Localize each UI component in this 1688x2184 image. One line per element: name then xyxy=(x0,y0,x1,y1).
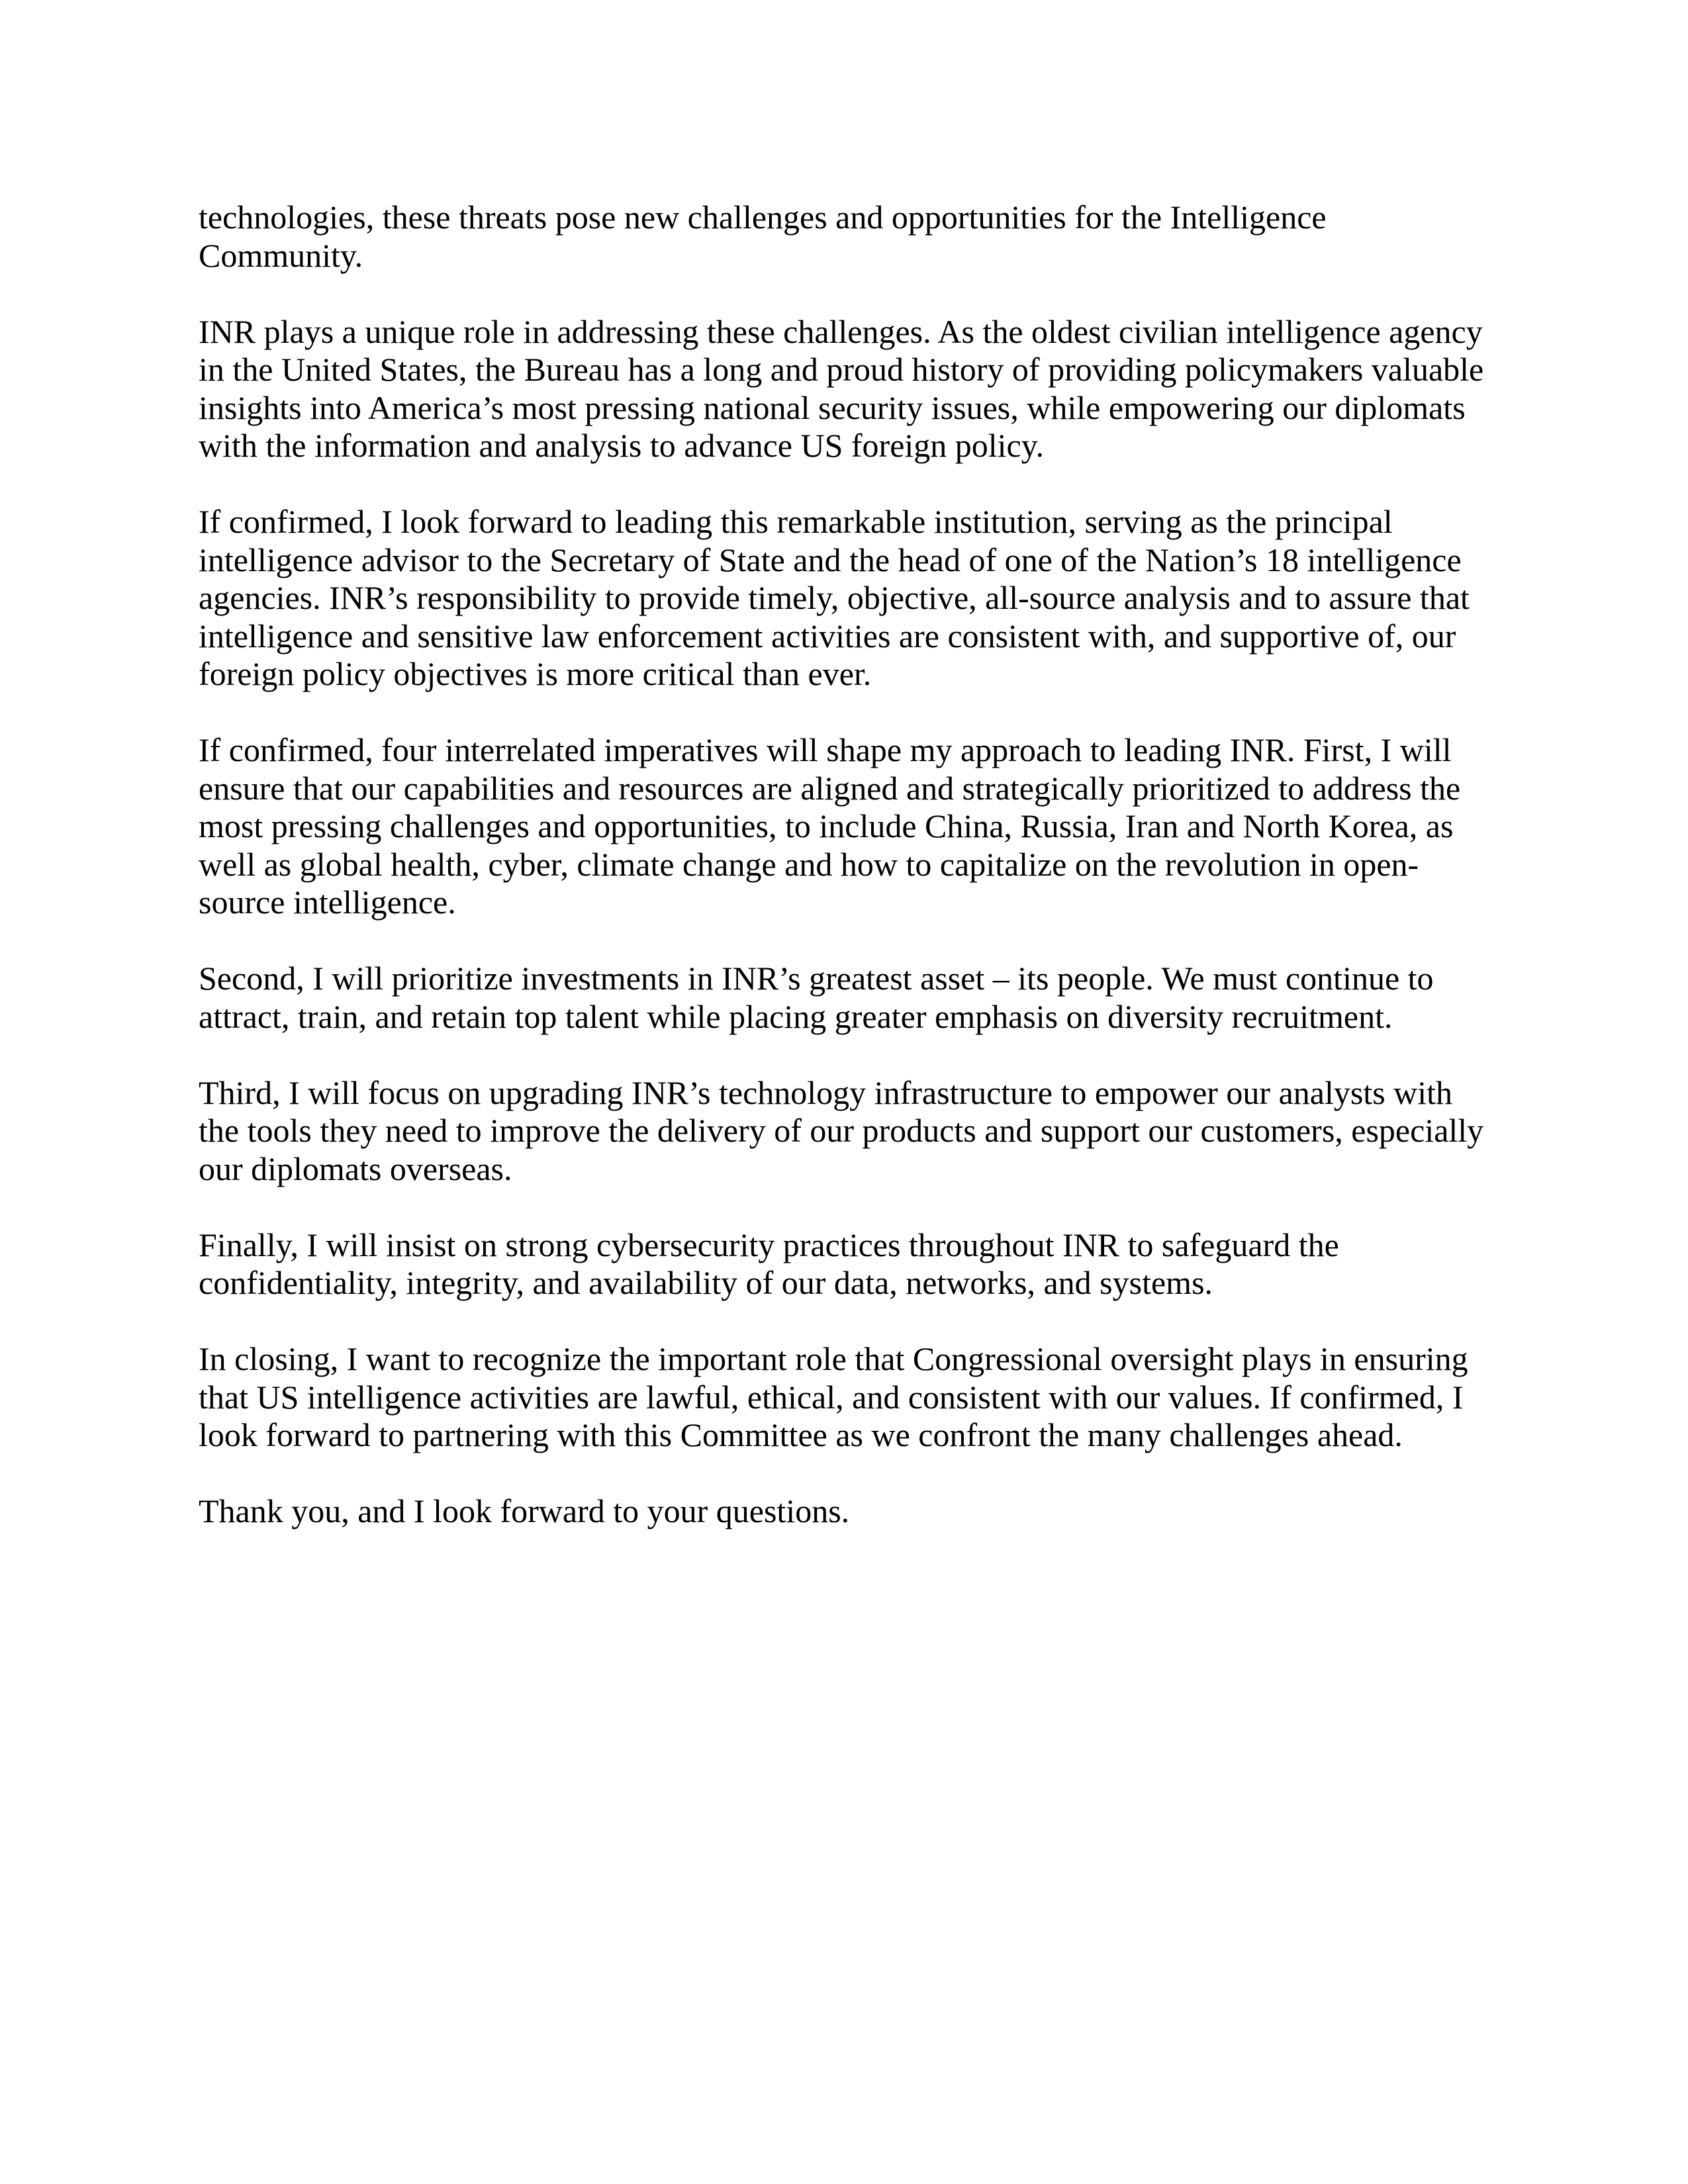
paragraph xyxy=(199,1492,1489,1531)
paragraph xyxy=(199,1226,1489,1302)
text-line: in the United States, the Bureau has a long and proud history of providing policymakers valuable xyxy=(199,351,1484,388)
text-line: most pressing challenges and opportunities, to include China, Russia, Iran and North Korea, as xyxy=(199,807,1454,844)
text-line: INR plays a unique role in addressing these challenges. As the oldest civilian intelligence agency xyxy=(199,312,1483,350)
paragraph xyxy=(199,731,1489,922)
text-line: that US intelligence activities are lawful, ethical, and consistent with our values. If confirmed, I xyxy=(199,1378,1464,1416)
text-line: the tools they need to improve the delivery of our products and support our customers, especially xyxy=(199,1112,1484,1149)
text-line: source intelligence. xyxy=(199,884,456,921)
text-line: Third, I will focus on upgrading INR’s technology infrastructure to empower our analysts with xyxy=(199,1073,1453,1111)
text-line: with the information and analysis to advance US foreign policy. xyxy=(199,427,1045,464)
text-line: If confirmed, I look forward to leading this remarkable institution, serving as the principal xyxy=(199,503,1393,540)
text-line: technologies, these threats pose new challenges and opportunities for the Intelligence xyxy=(199,199,1327,236)
text-line: ensure that our capabilities and resources are aligned and strategically prioritized to address the xyxy=(199,769,1461,807)
paragraph xyxy=(199,313,1489,465)
text-line: attract, train, and retain top talent while placing greater emphasis on diversity recruitment. xyxy=(199,997,1393,1035)
paragraph xyxy=(199,1340,1489,1455)
text-line: Community. xyxy=(199,236,363,274)
paragraph xyxy=(199,1074,1489,1189)
paragraph xyxy=(199,503,1489,694)
text-line: our diplomats overseas. xyxy=(199,1150,512,1187)
text-line: foreign policy objectives is more critical than ever. xyxy=(199,655,872,692)
text-line: confidentiality, integrity, and availability of our data, networks, and systems. xyxy=(199,1264,1213,1301)
text-line: In closing, I want to recognize the important role that Congressional oversight plays in ensuring xyxy=(199,1340,1468,1377)
text-line: intelligence advisor to the Secretary of State and the head of one of the Nation’s 18 intelligence xyxy=(199,541,1462,578)
text-line: intelligence and sensitive law enforcement activities are consistent with, and supportive of, our xyxy=(199,617,1456,655)
text-line: insights into America’s most pressing national security issues, while empowering our diplomats xyxy=(199,388,1466,426)
paragraph xyxy=(199,199,1489,275)
text-line: Finally, I will insist on strong cybersecurity practices throughout INR to safeguard the xyxy=(199,1226,1339,1263)
text-line: Second, I will prioritize investments in INR’s greatest asset – its people. We must continue to xyxy=(199,960,1434,997)
document-body xyxy=(199,199,1489,1531)
text-line: Thank you, and I look forward to your questions. xyxy=(199,1492,850,1529)
text-line: look forward to partnering with this Committee as we confront the many challenges ahead. xyxy=(199,1416,1403,1453)
paragraph xyxy=(199,960,1489,1036)
text-line: If confirmed, four interrelated imperatives will shape my approach to leading INR. First, I will xyxy=(199,731,1452,768)
text-line: agencies. INR’s responsibility to provide timely, objective, all-source analysis and to assure that xyxy=(199,579,1470,616)
text-line: well as global health, cyber, climate change and how to capitalize on the revolution in open- xyxy=(199,845,1419,883)
